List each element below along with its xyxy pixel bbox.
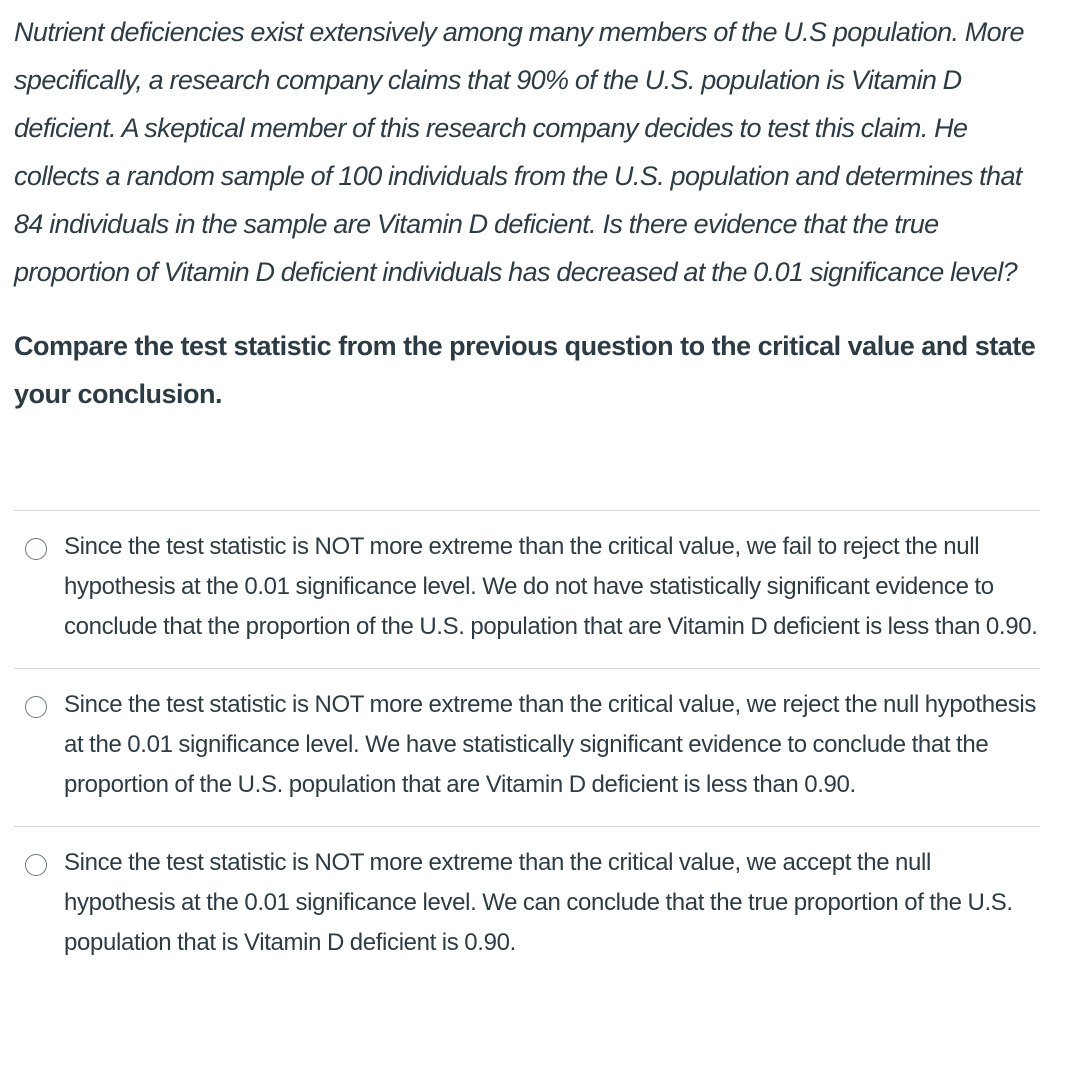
answer-list [14, 510, 1040, 984]
answer-option-label: Since the test statistic is NOT more extreme than the critical value, we fail to reject the null hypothesis at the 0.01 significance level. We do not have statistically significant evidence to conclude that the proportion of the U.S. population that are Vitamin D deficient is less than 0.90. [64, 533, 1038, 640]
radio-button-icon[interactable] [25, 538, 47, 560]
answer-option-2[interactable] [14, 669, 1040, 827]
answer-option-label: Since the test statistic is NOT more extreme than the critical value, we reject the null hypothesis at the 0.01 significance level. We have statistically significant evidence to conclude that the proportion of the U.S. population that are Vitamin D deficient is less than 0.90. [64, 691, 1037, 798]
question-prompt: Compare the test statistic from the previous question to the critical value and state your conclusion. [14, 331, 1036, 409]
question-block [14, 8, 1054, 418]
radio-button-icon[interactable] [25, 854, 47, 876]
answer-option-3[interactable] [14, 827, 1040, 984]
radio-button-icon[interactable] [25, 696, 47, 718]
question-stem: Nutrient deficiencies exist extensively among many members of the U.S population. More specifically, a research company claims that 90% of the U.S. population is Vitamin D deficient. A skeptical member of this research company decides to test this claim. He collects a random sample of 100 individuals from the U.S. population and determines that 84 individuals in the sample are Vitamin D deficient. Is there evidence that the true proportion of Vitamin D deficient individuals has decreased at the 0.01 significance level? [14, 17, 1024, 287]
answer-option-label: Since the test statistic is NOT more extreme than the critical value, we accept the null hypothesis at the 0.01 significance level. We can conclude that the true proportion of the U.S. population that is Vitamin D deficient is 0.90. [64, 849, 1013, 956]
answer-option-1[interactable] [14, 511, 1040, 669]
